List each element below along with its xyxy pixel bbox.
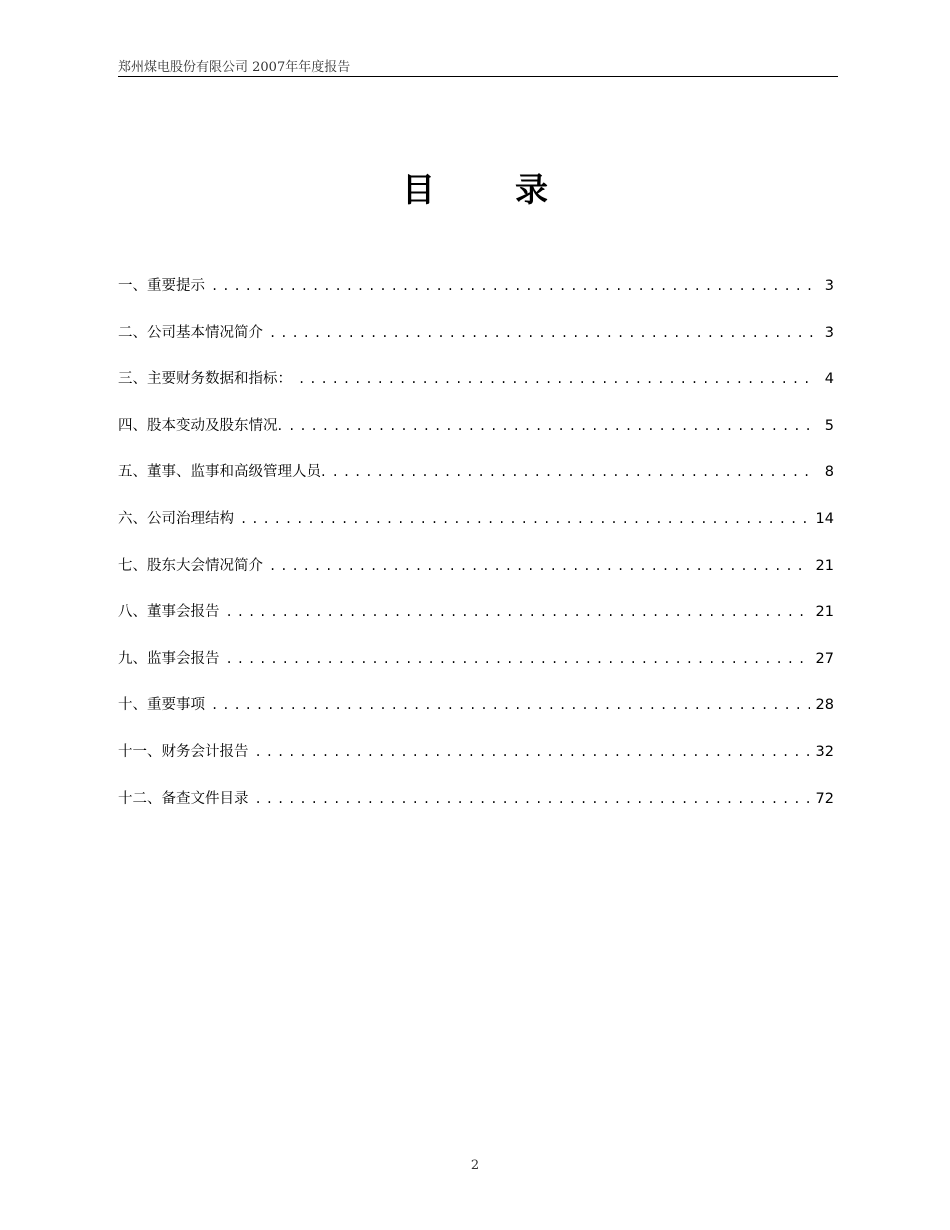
toc-dot-leader — [298, 372, 814, 386]
toc-entry-page: 14 — [815, 510, 834, 527]
page-title: 目录 — [402, 170, 628, 209]
toc-entry-label: 五、董事、监事和高级管理人员. — [118, 464, 326, 481]
toc-entry-label: 三、主要财务数据和指标： — [118, 371, 292, 388]
toc-entry[interactable] — [118, 414, 834, 461]
page-number: 2 — [470, 1158, 480, 1173]
toc-entry-label: 二、公司基本情况简介 — [118, 324, 263, 341]
toc-dot-leader — [211, 279, 814, 293]
toc-entry[interactable] — [118, 647, 834, 694]
toc-entry[interactable] — [118, 274, 834, 321]
toc-entry-label: 九、监事会报告 — [118, 650, 220, 667]
toc-entry-label: 八、董事会报告 — [118, 604, 220, 621]
toc-entry-label: 六、公司治理结构 — [118, 510, 234, 527]
toc-entry[interactable] — [118, 321, 834, 368]
toc-dot-leader — [255, 792, 810, 806]
toc-entry-page: 3 — [824, 324, 834, 341]
toc-entry-page: 72 — [815, 790, 834, 807]
page-header — [118, 56, 838, 77]
toc-entry-label: 十、重要事项 — [118, 697, 205, 714]
toc-entry-page: 3 — [824, 278, 834, 294]
toc-entry[interactable] — [118, 740, 834, 787]
toc-entry[interactable] — [118, 600, 834, 647]
toc-entry-label: 十一、财务会计报告 — [118, 743, 249, 760]
toc-entry-label: 十二、备查文件目录 — [118, 790, 249, 807]
toc-entry-page: 21 — [815, 604, 834, 621]
toc-entry[interactable] — [118, 507, 834, 554]
toc-dot-leader — [226, 605, 810, 619]
toc-dot-leader — [288, 419, 814, 433]
toc-entry-label: 四、股本变动及股东情况. — [118, 417, 283, 434]
toc-entry-page: 21 — [815, 557, 834, 574]
toc-entry-page: 4 — [824, 371, 834, 388]
toc-entry[interactable] — [118, 554, 834, 601]
toc-entry-page: 28 — [815, 697, 834, 714]
toc-dot-leader — [255, 745, 810, 759]
header-text: 郑州煤电股份有限公司 2007年年度报告 — [118, 60, 351, 75]
table-of-contents — [118, 274, 834, 833]
toc-dot-leader — [269, 326, 814, 340]
toc-dot-leader — [226, 652, 810, 666]
toc-entry[interactable] — [118, 460, 834, 507]
toc-entry[interactable] — [118, 367, 834, 414]
toc-entry[interactable] — [118, 787, 834, 834]
toc-dot-leader — [332, 465, 814, 479]
toc-entry-page: 32 — [815, 743, 834, 760]
toc-dot-leader — [240, 512, 810, 526]
toc-dot-leader — [269, 559, 810, 573]
toc-entry[interactable] — [118, 693, 834, 740]
toc-entry-label: 一、重要提示 — [118, 278, 205, 294]
toc-entry-label: 七、股东大会情况简介 — [118, 557, 263, 574]
toc-entry-page: 8 — [824, 464, 834, 481]
toc-entry-page: 5 — [824, 417, 834, 434]
toc-entry-page: 27 — [815, 650, 834, 667]
toc-dot-leader — [211, 698, 810, 712]
